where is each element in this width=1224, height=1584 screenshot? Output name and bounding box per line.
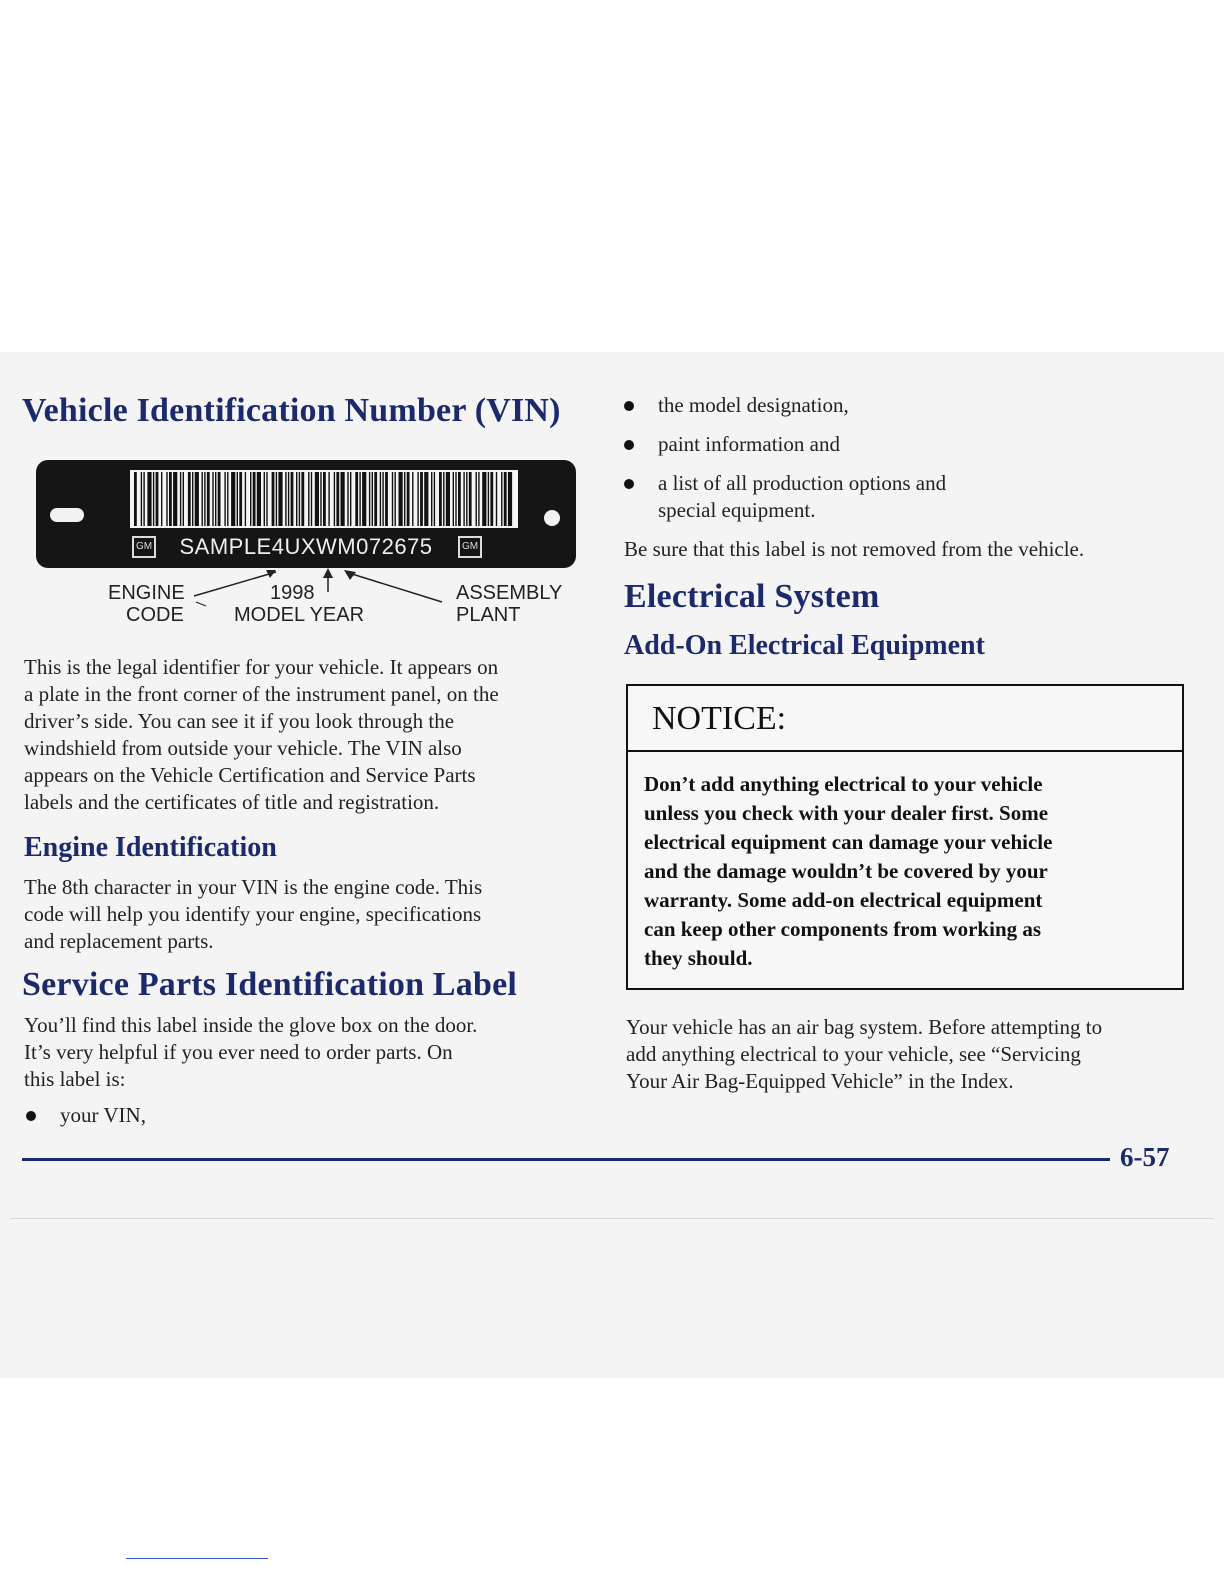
barcode-bar [392, 472, 393, 526]
barcode-bar [443, 472, 444, 526]
barcode-bar [231, 472, 235, 526]
barcode-bar [257, 472, 261, 526]
code-label: CODE [126, 604, 184, 626]
barcode-bar [301, 472, 304, 526]
barcode-bar [455, 472, 456, 526]
barcode-bar [412, 472, 413, 526]
barcode-bar [323, 472, 326, 526]
assembly-label: ASSEMBLY [456, 582, 563, 604]
barcode-bar [250, 472, 251, 526]
barcode-bar [478, 472, 479, 526]
notice-text: Don’t add anything electrical to your vehicle unless you check with your dealer first. Some electrical equipment can damage your vehicle and the damage wouldn’t be covered by your warranty. Some add-on electrical equipment can keep other components from working as they should. [644, 772, 1053, 970]
barcode-bar [424, 472, 428, 526]
barcode-bar [227, 472, 228, 526]
barcode-bar [504, 472, 507, 526]
barcode-bar [439, 472, 442, 526]
barcode-bar [372, 472, 373, 526]
notice-title: NOTICE: [652, 700, 787, 737]
barcode-bar [311, 472, 312, 526]
barcode-bar [362, 472, 366, 526]
engine-paragraph: The 8th character in your VIN is the engine code. This code will help you identify your engine, specifications and replacement parts. [24, 875, 483, 953]
barcode-bar [382, 472, 383, 526]
barcode-bar [147, 472, 151, 526]
barcode-bar [488, 472, 489, 526]
barcode-bar [501, 472, 502, 526]
barcode-bar [253, 472, 256, 526]
barcode-bar [245, 472, 246, 526]
label-warning: Be sure that this label is not removed from the vehicle. [624, 537, 1085, 561]
barcode-bar [341, 472, 345, 526]
barcode-bar [296, 472, 297, 526]
plant-label: PLANT [456, 604, 521, 626]
link-underline [126, 1558, 268, 1559]
vin-heading: Vehicle Identification Number (VIN) [22, 392, 561, 429]
addon-equipment-heading: Add-On Electrical Equipment [624, 630, 985, 661]
barcode-bar [291, 472, 294, 526]
barcode-bar [347, 472, 348, 526]
plate-mount-hole [544, 510, 560, 526]
barcode-bar [285, 472, 286, 526]
barcode-bar [328, 472, 329, 526]
barcode-bar [266, 472, 267, 526]
model-year-label: MODEL YEAR [234, 604, 365, 626]
vin-number: SAMPLE4UXWM072675 [179, 534, 433, 559]
barcode-bar [420, 472, 423, 526]
barcode-bar [239, 472, 242, 526]
barcode-bar [195, 472, 199, 526]
barcode-bar [143, 472, 144, 526]
vin-paragraph: This is the legal identifier for your vehicle. It appears on a plate in the front corner of the instrument panel, on the driver’s side. You can see it if you look through the windshield from outside your vehicle. The VIN also appears on the Vehicle Certification and Service Parts labels and the certificates of title and registration. [24, 655, 499, 814]
barcode-bar [320, 472, 321, 526]
list-item: a list of all production options and special equipment. [624, 470, 1124, 524]
barcode-bar [212, 472, 213, 526]
barcode-bar [496, 472, 497, 526]
gm-logo-icon: GM [458, 536, 482, 558]
footer-rule [22, 1158, 1110, 1161]
barcode-bar [204, 472, 205, 526]
year-label: 1998 [270, 582, 315, 604]
barcode-bar [134, 472, 137, 526]
barcode-bar [508, 472, 512, 526]
barcode-bar [463, 472, 464, 526]
barcode-bar [458, 472, 461, 526]
barcode-bar [215, 472, 216, 526]
barcode-bar [336, 472, 339, 526]
barcode-bar [404, 472, 405, 526]
barcode-bar [153, 472, 154, 526]
barcode-bar [299, 472, 300, 526]
barcode-bar [278, 472, 282, 526]
notice-header [628, 686, 1182, 752]
page-number: 6-57 [1120, 1142, 1170, 1172]
barcode-bar [334, 472, 335, 526]
barcode-bar [272, 472, 275, 526]
bullet-icon [624, 401, 634, 411]
engine-label: ENGINE [108, 582, 185, 604]
plate-mount-hole [50, 508, 84, 522]
barcode-bar [169, 472, 172, 526]
barcode-bar [399, 472, 403, 526]
barcode-bar [482, 472, 486, 526]
barcode-bar [202, 472, 203, 526]
barcode-bar [218, 472, 221, 526]
airbag-paragraph: Your vehicle has an air bag system. Before attempting to add anything electrical to your vehicle, see “Servicing Your Air Bag-Equipped Vehicle” in the Index. [626, 1015, 1103, 1093]
barcode-bar [264, 472, 265, 526]
barcode-bar [359, 472, 360, 526]
bullet-icon [624, 440, 634, 450]
electrical-system-heading: Electrical System [624, 578, 880, 615]
barcode-bar [276, 472, 277, 526]
barcode-bar [395, 472, 396, 526]
barcode-bar [369, 472, 370, 526]
page-edge-rule [10, 1218, 1214, 1219]
barcode-bar [490, 472, 493, 526]
barcode-bar [156, 472, 159, 526]
manual-page [0, 352, 1224, 1378]
bullet-icon [26, 1111, 36, 1121]
barcode-bar [434, 472, 435, 526]
barcode-bar [207, 472, 210, 526]
barcode-bar [173, 472, 177, 526]
list-item: the model designation, [624, 392, 1124, 420]
barcode-bar [288, 472, 289, 526]
barcode-bar [417, 472, 418, 526]
service-paragraph: You’ll find this label inside the glove box on the door. It’s very helpful if you ever need to order parts. On this label is: [24, 1013, 478, 1091]
barcode-bar [453, 472, 454, 526]
barcode-bar [183, 472, 184, 526]
barcode-bar [192, 472, 193, 526]
list-item: paint information and [624, 431, 1124, 459]
barcode-bar [315, 472, 319, 526]
gm-logo-icon: GM [132, 536, 156, 558]
barcode-bar [180, 472, 181, 526]
barcode-bar [224, 472, 225, 526]
barcode-bar [385, 472, 388, 526]
barcode-bar [476, 472, 477, 526]
barcode-bar [161, 472, 162, 526]
barcode-bar [431, 472, 432, 526]
barcode-bar [308, 472, 309, 526]
barcode-bar [446, 472, 450, 526]
barcode-bar [350, 472, 351, 526]
barcode-bar [407, 472, 410, 526]
engine-id-heading: Engine Identification [24, 832, 277, 863]
barcode-bar [469, 472, 472, 526]
list-item: your VIN, [26, 1102, 326, 1130]
vin-plate [36, 460, 576, 568]
service-parts-heading: Service Parts Identification Label [22, 966, 518, 1003]
barcode-bar [237, 472, 238, 526]
vin-barcode [130, 470, 518, 528]
barcode-bar [466, 472, 467, 526]
barcode-bar [166, 472, 167, 526]
barcode-bar [374, 472, 377, 526]
barcode-bar [380, 472, 381, 526]
barcode-bar [141, 472, 142, 526]
bullet-icon [624, 479, 634, 489]
barcode-bar [355, 472, 358, 526]
barcode-bar [188, 472, 191, 526]
notice-box [626, 684, 1184, 990]
